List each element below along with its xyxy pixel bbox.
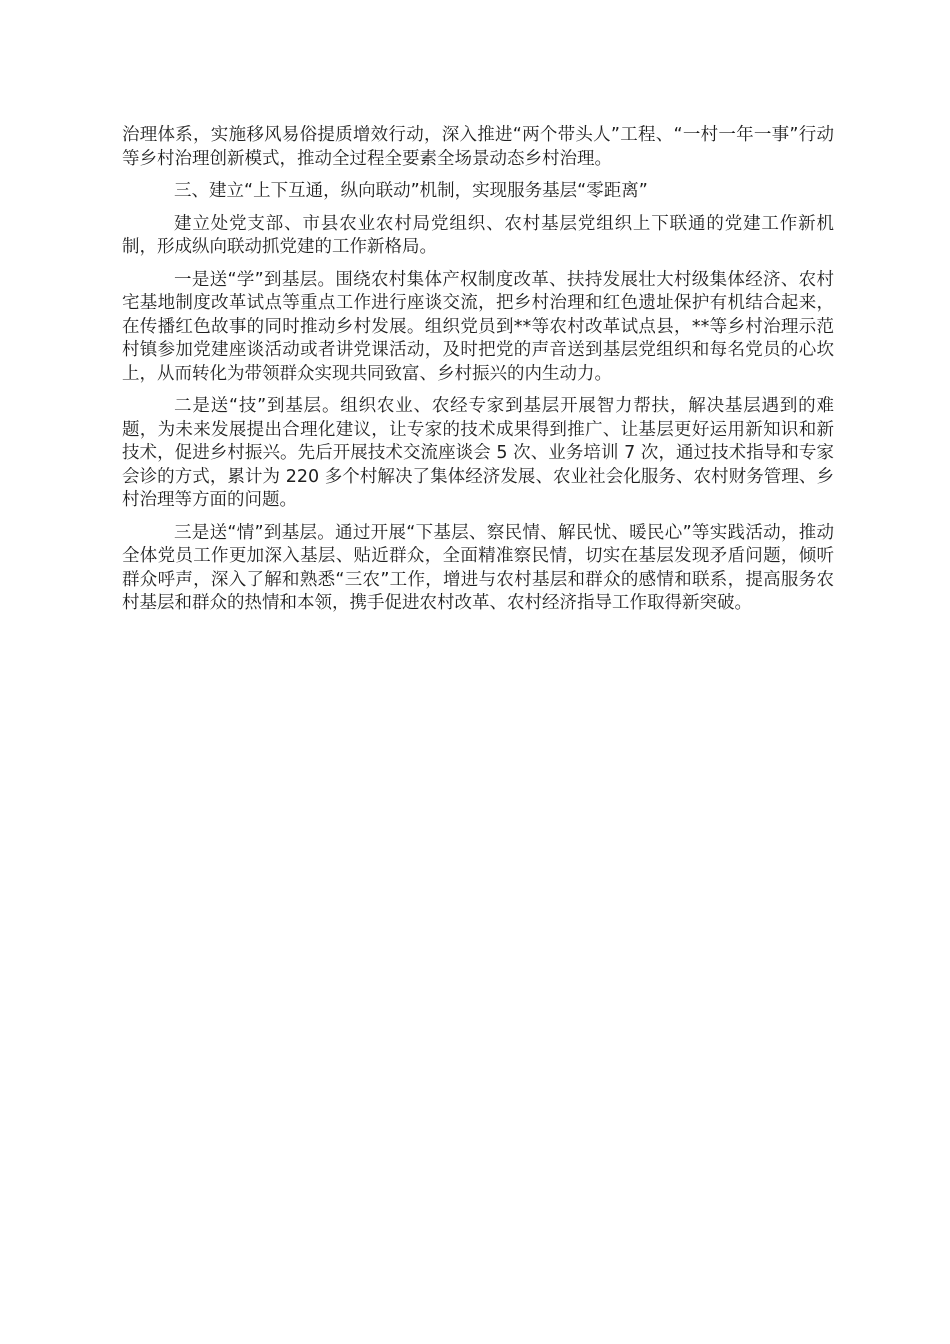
paragraph-continued: 治理体系，实施移风易俗提质增效行动，深入推进“两个带头人”工程、“一村一年一事”行动等乡村治理创新模式，推动全过程全要素全场景动态乡村治理。	[122, 125, 834, 169]
paragraph-mechanism: 建立处党支部、市县农业农村局党组织、农村基层党组织上下联通的党建工作新机制，形成纵向联动抓党建的工作新格局。	[122, 213, 834, 257]
paragraph-send-technology: 二是送“技”到基层。组织农业、农经专家到基层开展智力帮扶，解决基层遇到的难题，为未来发展提出合理化建议，让专家的技术成果得到推广、让基层更好运用新知识和新技术，促进乡村振兴。先后开展技术交流座谈会 5 次、业务培训 7 次，通过技术指导和专家会诊的方式，累计为 220 多个村解决了集体经济发展、农业社会化服务、农村财务管理、乡村治理等方面的问题。	[122, 396, 834, 510]
paragraph-send-learning: 一是送“学”到基层。围绕农村集体产权制度改革、扶持发展壮大村级集体经济、农村宅基地制度改革试点等重点工作进行座谈交流，把乡村治理和红色遗址保护有机结合起来，在传播红色故事的同时推动乡村发展。组织党员到**等农村改革试点县，**等乡村治理示范村镇参加党建座谈活动或者讲党课活动，及时把党的声音送到基层党组织和每名党员的心坎上，从而转化为带领群众实现共同致富、乡村振兴的内生动力。	[122, 269, 834, 384]
section-heading-3: 三、建立“上下互通，纵向联动”机制，实现服务基层“零距离”	[174, 181, 648, 201]
paragraph-send-care: 三是送“情”到基层。通过开展“下基层、察民情、解民忧、暖民心”等实践活动，推动全体党员工作更加深入基层、贴近群众，全面精准察民情，切实在基层发现矛盾问题，倾听群众呼声，深入了解和熟悉“三农”工作，增进与农村基层和群众的感情和联系，提高服务农村基层和群众的热情和本领，携手促进农村改革、农村经济指导工作取得新突破。	[122, 522, 834, 613]
document-body	[122, 124, 834, 625]
